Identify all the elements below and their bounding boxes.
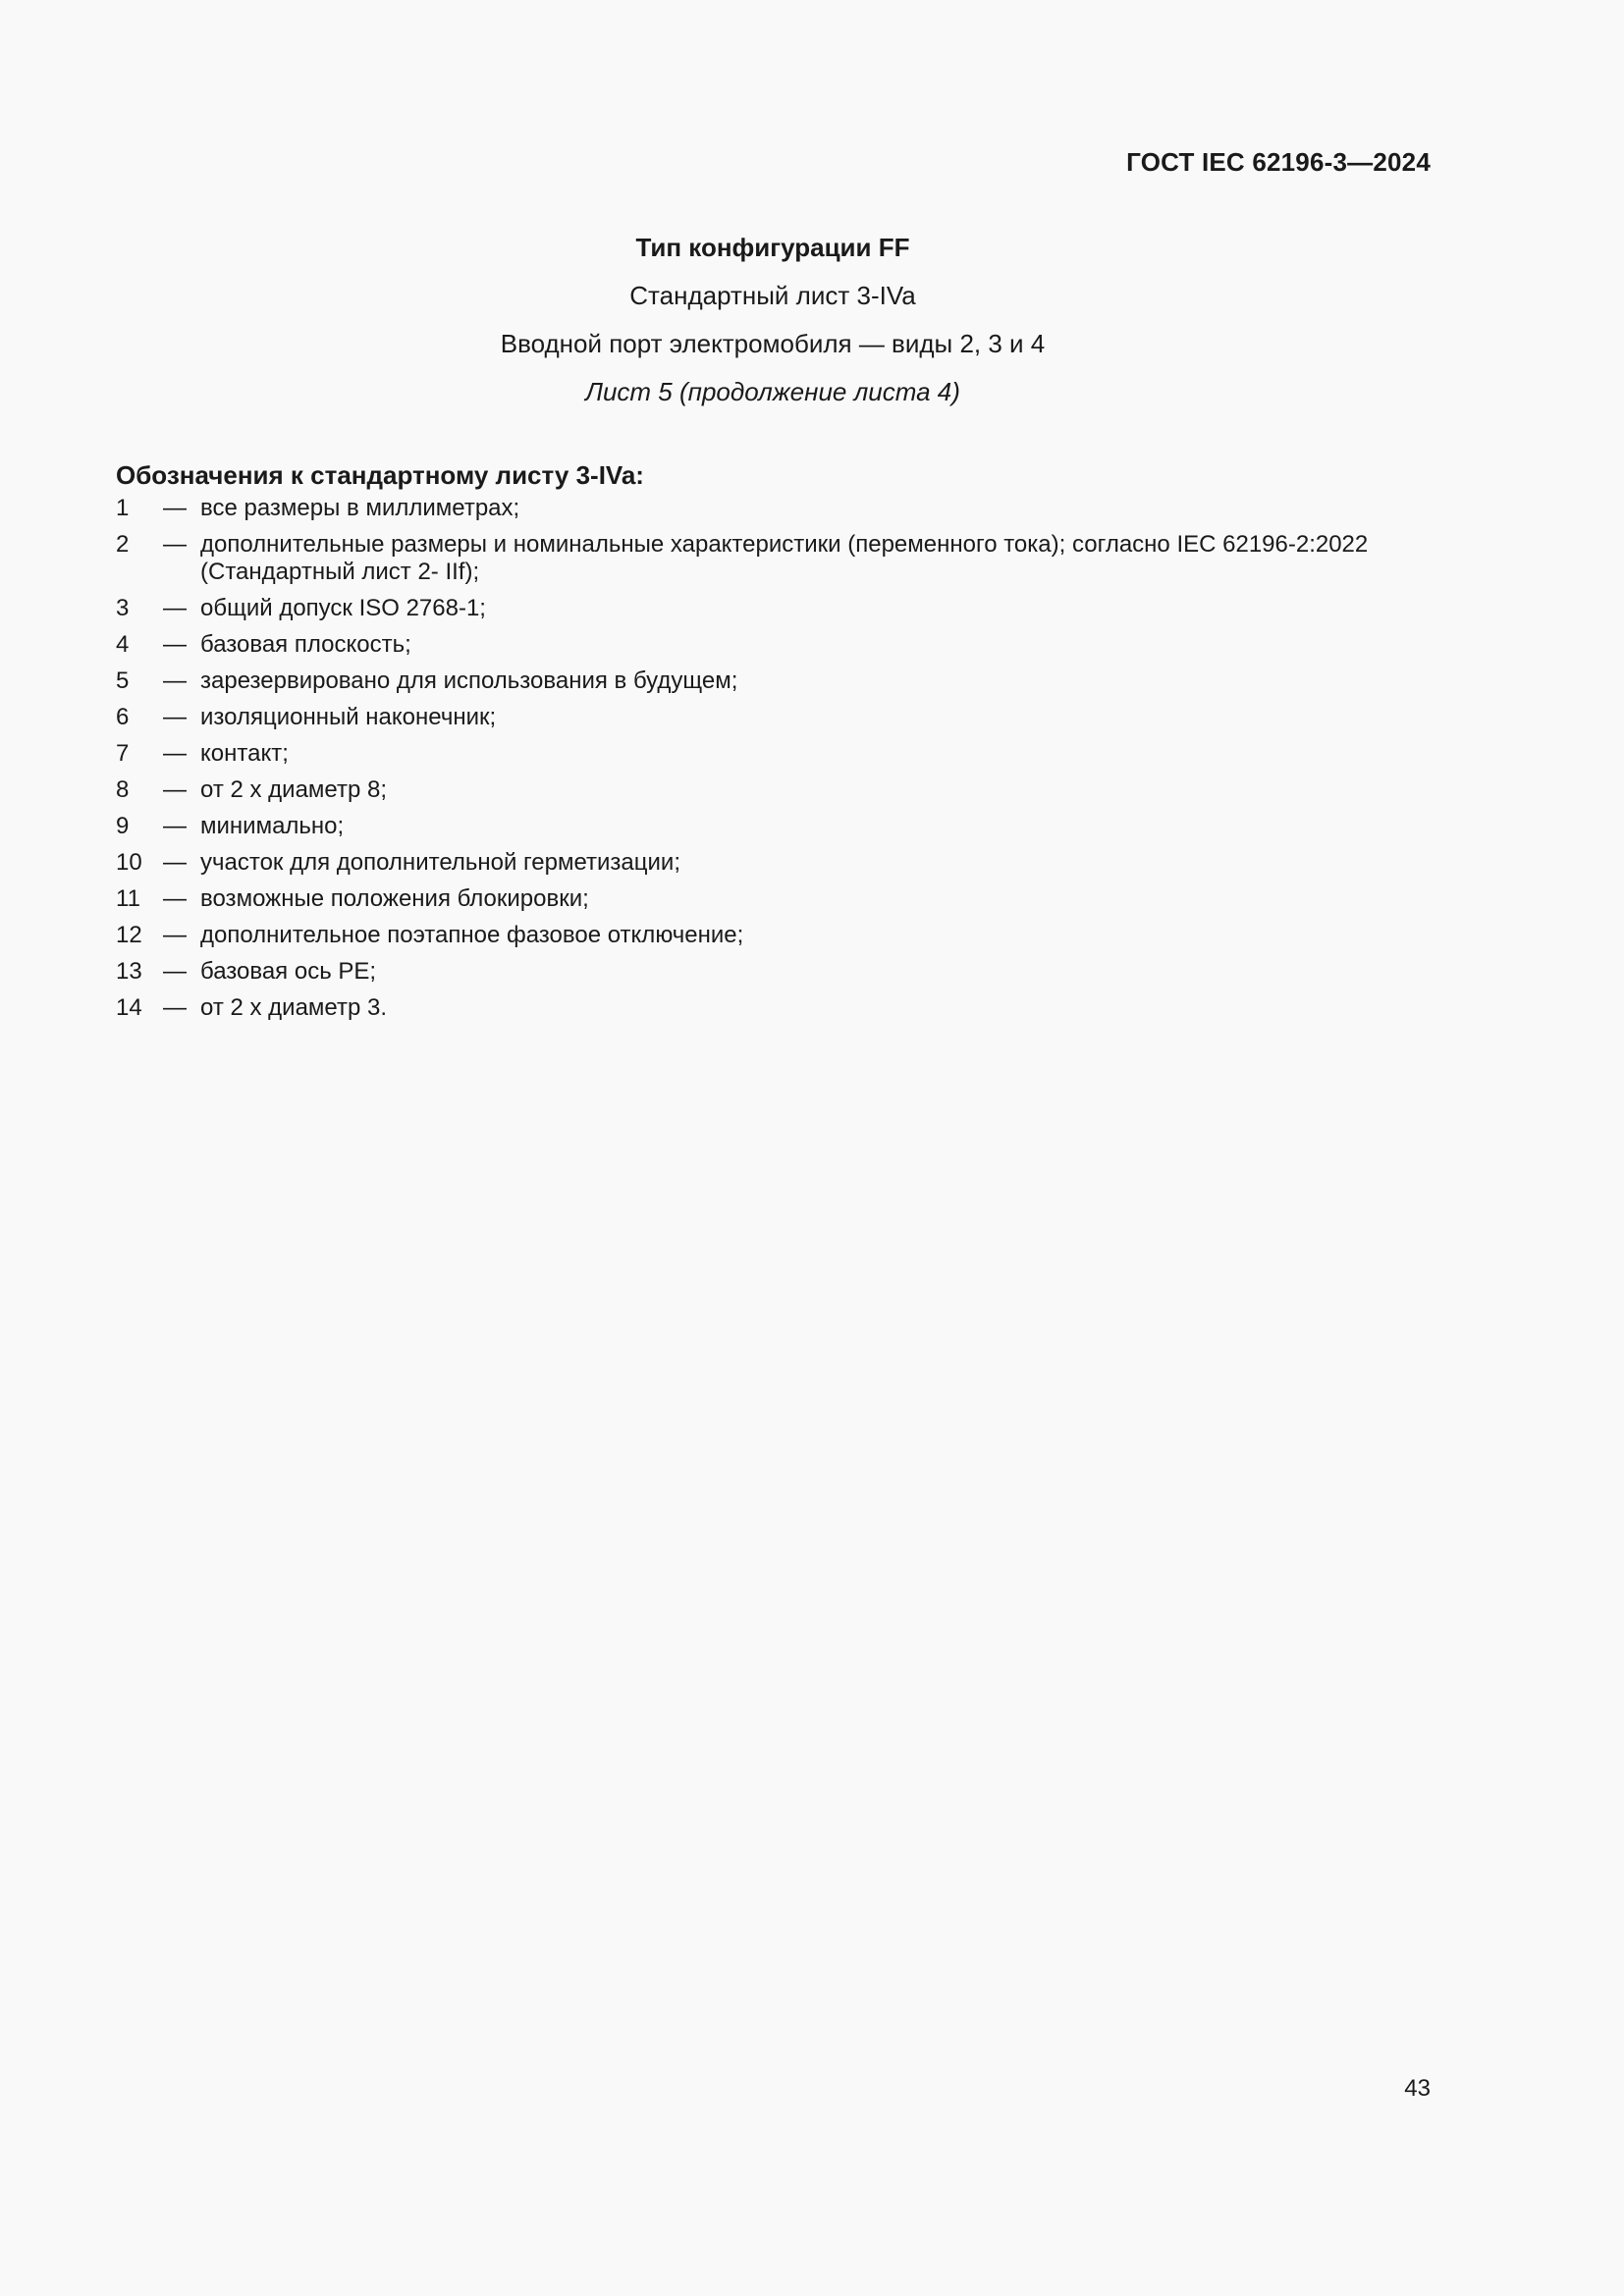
- legend-item-dash: —: [163, 495, 187, 521]
- legend-item-text: участок для дополнительной герметизации;: [200, 849, 680, 876]
- page-number: 43: [1404, 2075, 1431, 2102]
- legend-item: [116, 776, 1432, 804]
- legend-item-number: 4: [116, 631, 130, 658]
- legend-item-text: базовая ось PE;: [200, 958, 377, 985]
- legend-item-number: 1: [116, 495, 130, 521]
- legend-item-dash: —: [163, 994, 187, 1021]
- legend-item-text: дополнительное поэтапное фазовое отключение;: [200, 922, 744, 948]
- legend-item-number: 5: [116, 667, 130, 694]
- sheet-note: Лист 5 (продолжение листа 4): [585, 377, 960, 406]
- legend-item-text: зарезервировано для использования в будущем;: [200, 667, 738, 694]
- legend-item-dash: —: [163, 849, 187, 876]
- standard-sheet-label: Стандартный лист 3-IVa: [629, 281, 916, 310]
- legend-item-dash: —: [163, 704, 187, 730]
- legend-item-number: 3: [116, 595, 130, 621]
- legend-item-text: от 2 х диаметр 8;: [200, 776, 387, 803]
- legend-item: [116, 667, 1432, 695]
- legend-item-dash: —: [163, 595, 187, 621]
- legend-item-number: 13: [116, 958, 142, 985]
- legend-item-dash: —: [163, 922, 187, 948]
- legend-item: [116, 631, 1432, 659]
- configuration-title: Тип конфигурации FF: [635, 233, 910, 262]
- legend-item-dash: —: [163, 531, 187, 558]
- legend-item-dash: —: [163, 740, 187, 767]
- legend-item: [116, 595, 1432, 622]
- legend-item-text: от 2 х диаметр 3.: [200, 994, 387, 1021]
- legend-item: [116, 531, 1432, 586]
- legend-item-number: 6: [116, 704, 130, 730]
- legend-item-dash: —: [163, 776, 187, 803]
- document-code: ГОСТ IEC 62196-3—2024: [1126, 147, 1431, 177]
- legend-item-text: минимально;: [200, 813, 345, 839]
- legend-item: [116, 740, 1432, 768]
- legend-item-number: 8: [116, 776, 130, 803]
- legend-item-dash: —: [163, 958, 187, 985]
- heading-block: [0, 224, 1545, 416]
- legend-item: [116, 994, 1432, 1022]
- legend-item-text: все размеры в миллиметрах;: [200, 495, 520, 521]
- legend-section: [116, 457, 1432, 1031]
- legend-item-number: 14: [116, 994, 142, 1021]
- legend-item-dash: —: [163, 813, 187, 839]
- legend-item: [116, 849, 1432, 877]
- legend-item-text: базовая плоскость;: [200, 631, 411, 658]
- legend-item-text: возможные положения блокировки;: [200, 885, 589, 912]
- legend-title: Обозначения к стандартному листу 3-IVa:: [116, 460, 644, 490]
- legend-item-dash: —: [163, 631, 187, 658]
- legend-item-text: изоляционный наконечник;: [200, 704, 497, 730]
- legend-item-number: 2: [116, 531, 130, 558]
- legend-item-number: 10: [116, 849, 142, 876]
- legend-item: [116, 704, 1432, 731]
- legend-item: [116, 958, 1432, 986]
- legend-item-text: дополнительные размеры и номинальные характеристики (переменного тока); согласно IEC 62196-2:2022 (Стандартный лист 2- IIf);: [200, 531, 1369, 585]
- legend-item-text: контакт;: [200, 740, 289, 767]
- legend-item: [116, 495, 1432, 522]
- legend-item-dash: —: [163, 885, 187, 912]
- legend-item: [116, 885, 1432, 913]
- legend-item: [116, 922, 1432, 949]
- legend-item-number: 12: [116, 922, 142, 948]
- legend-item-number: 7: [116, 740, 130, 767]
- legend-item: [116, 813, 1432, 840]
- legend-item-number: 9: [116, 813, 130, 839]
- legend-item-dash: —: [163, 667, 187, 694]
- heading-subtitle: Вводной порт электромобиля — виды 2, 3 и 4: [500, 329, 1046, 358]
- legend-item-text: общий допуск ISO 2768-1;: [200, 595, 486, 621]
- legend-item-number: 11: [116, 885, 140, 912]
